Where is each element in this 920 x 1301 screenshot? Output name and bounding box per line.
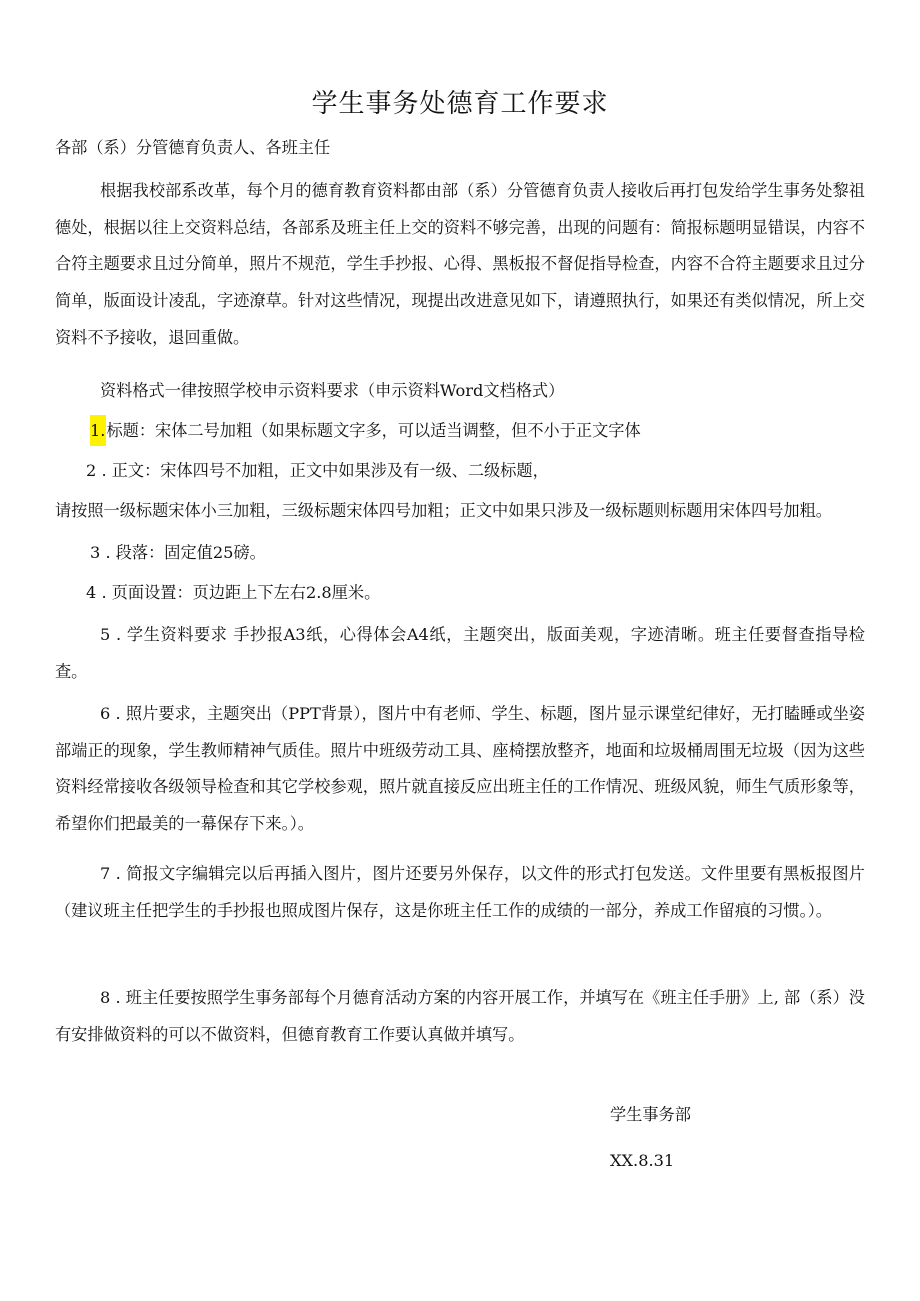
intro-paragraph: 根据我校部系改革，每个月的德育教育资料都由部（系）分管德育负责人接收后再打包发给学生事务处黎祖德处，根据以往上交资料总结，各部系及班主任上交的资料不够完善，出现的问题有：简报标题明显错误，内容不合符主题要求且过分简单，照片不规范，学生手抄报、心得、黑板报不督促指导检查，内容不合符主题要求且过分简单，版面设计凌乱，字迹潦草。针对这些情况，现提出改进意见如下，请遵照执行，如果还有类似情况，所上交资料不予接收，退回重做。: [55, 181, 865, 347]
item-1: [90, 419, 641, 443]
salutation: 各部（系）分管德育负责人、各班主任: [55, 138, 331, 157]
item-5: 5 . 学生资料要求 手抄报A3纸，心得体会A4纸，主题突出，版面美观，字迹清晰。班主任要督查指导检查。: [55, 625, 865, 681]
item-2-line-2: 请按照一级标题宋体小三加粗，三级标题宋体四号加粗；正文中如果只涉及一级标题则标题用宋体四号加粗。: [55, 501, 832, 520]
item-2-line-1: 2 . 正文：宋体四号不加粗，正文中如果涉及有一级、二级标题，: [86, 461, 549, 480]
item-8: 8 . 班主任要按照学生事务部每个月德育活动方案的内容开展工作，并填写在《班主任手册》上, 部（系）没有安排做资料的可以不做资料，但德育教育工作要认真做并填写。: [55, 988, 865, 1044]
item-1-text: 标题：宋体二号加粗（如果标题文字多，可以适当调整，但不小于正文字体: [106, 421, 641, 440]
date: XX.8.31: [610, 1151, 675, 1170]
item-1-number-highlight: 1.: [90, 415, 106, 446]
document-title: 学生事务处德育工作要求: [311, 89, 609, 119]
item-7: 7 . 简报文字编辑完以后再插入图片，图片还要另外保存，以文件的形式打包发送。文件里要有黑板报图片（建议班主任把学生的手抄报也照成图片保存，这是你班主任工作的成绩的一部分，养成工作留痕的习惯。）。: [55, 864, 865, 920]
item-4: 4 . 页面设置：页边距上下左右2.8厘米。: [86, 583, 381, 602]
format-requirement: 资料格式一律按照学校申示资料要求（申示资料Word文档格式）: [100, 381, 565, 400]
item-6: 6 . 照片要求，主题突出（PPT背景），图片中有老师、学生、标题，图片显示课堂纪律好，无打瞌睡或坐姿部端正的现象，学生教师精神气质佳。照片中班级劳动工具、座椅摆放整齐，地面和垃圾桶周围无垃圾（因为这些资料经常接收各级领导检查和其它学校参观，照片就直接反应出班主任的工作情况、班级风貌，师生气质形象等，希望你们把最美的一幕保存下来。）。: [55, 704, 865, 834]
signature: 学生事务部: [610, 1105, 691, 1124]
item-3: 3 . 段落：固定值25磅。: [90, 543, 266, 562]
